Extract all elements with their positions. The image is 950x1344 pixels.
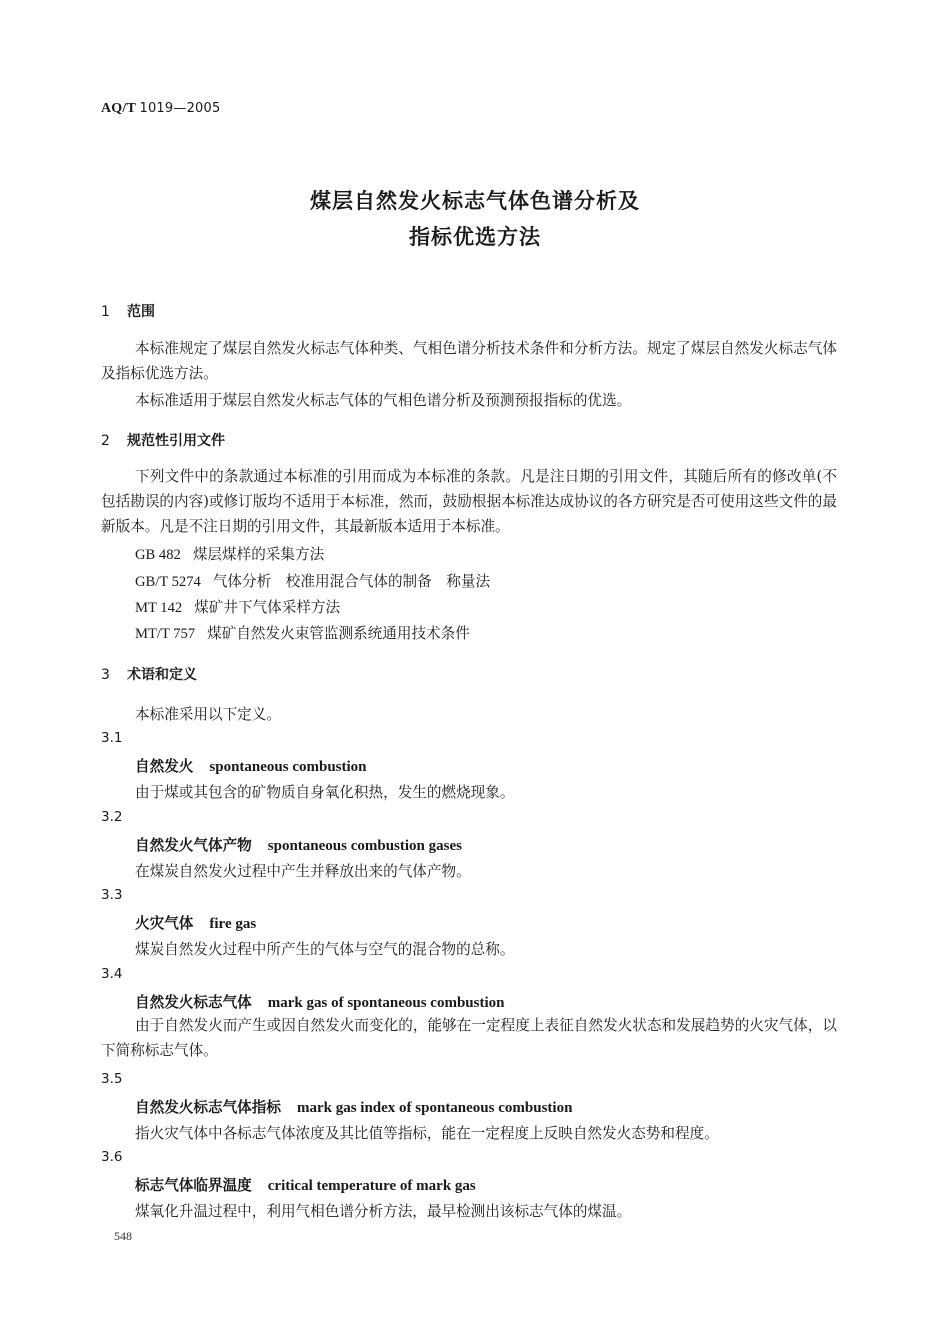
term-heading xyxy=(135,834,462,855)
page-number: 548 xyxy=(114,1229,132,1243)
term-zh: 自然发火标志气体指标 xyxy=(135,1099,281,1116)
reference-code: GB/T 5274 xyxy=(135,574,201,590)
term-en: mark gas index of spontaneous combustion xyxy=(296,1100,573,1116)
reference-title: 气体分析 校准用混合气体的制备 称量法 xyxy=(212,573,491,590)
term-heading xyxy=(135,991,504,1012)
section-heading-2 xyxy=(101,430,225,450)
term-en: fire gas xyxy=(209,916,257,932)
reference-item xyxy=(135,570,490,591)
document-title-line1: 煤层自然发火标志气体色谱分析及 xyxy=(310,189,640,213)
term-heading xyxy=(135,1174,476,1195)
standard-code-number: 1019—2005 xyxy=(139,101,221,116)
section-title: 术语和定义 xyxy=(127,667,197,683)
term-en: mark gas of spontaneous combustion xyxy=(267,995,505,1011)
term-zh: 自然发火 xyxy=(135,758,194,775)
clause-number: 3.6 xyxy=(101,1149,123,1165)
term-definition: 煤炭自然发火过程中所产生的气体与空气的混合物的总称。 xyxy=(135,941,515,958)
term-en: spontaneous combustion gases xyxy=(267,838,462,854)
document-title-line2: 指标优选方法 xyxy=(409,225,541,249)
term-zh: 标志气体临界温度 xyxy=(135,1177,252,1194)
section-number: 3 xyxy=(101,667,110,683)
section-number: 2 xyxy=(101,433,110,449)
paragraph: 下列文件中的条款通过本标准的引用而成为本标准的条款。凡是注日期的引用文件，其随后所有的修改单(不包括勘误的内容)或修订版均不适用于本标准，然而，鼓励根据本标准达成协议的各方研究是否可使用这些文件的最新版本。凡是不注日期的引用文件，其最新版本适用于本标准。 xyxy=(101,468,837,535)
standard-code xyxy=(101,101,220,117)
reference-title: 煤层煤样的采集方法 xyxy=(192,546,325,563)
term-heading xyxy=(135,912,256,933)
section-number: 1 xyxy=(101,304,110,320)
term-definition: 在煤炭自然发火过程中产生并释放出来的气体产物。 xyxy=(135,863,471,880)
term-definition: 由于煤或其包含的矿物质自身氧化积热，发生的燃烧现象。 xyxy=(135,784,515,801)
reference-code: GB 482 xyxy=(135,547,181,563)
clause-number: 3.4 xyxy=(101,966,123,982)
reference-item xyxy=(135,622,470,643)
standard-code-prefix: AQ/T xyxy=(101,101,136,116)
clause-number: 3.2 xyxy=(101,809,123,825)
clause-number: 3.5 xyxy=(101,1071,123,1087)
reference-title: 煤矿自然发火束管监测系统通用技术条件 xyxy=(207,625,470,642)
reference-title: 煤矿井下气体采样方法 xyxy=(194,599,341,616)
term-en: spontaneous combustion xyxy=(209,759,367,775)
reference-item xyxy=(135,596,340,617)
paragraph: 本标准适用于煤层自然发火标志气体的气相色谱分析及预测预报指标的优选。 xyxy=(135,392,632,409)
term-heading xyxy=(135,755,367,776)
section-title: 范围 xyxy=(127,304,155,320)
term-definition: 由于自然发火而产生或因自然发火而变化的，能够在一定程度上表征自然发火状态和发展趋势的火灾气体，以下简称标志气体。 xyxy=(101,1017,837,1059)
section-heading-3 xyxy=(101,664,197,684)
term-heading xyxy=(135,1096,572,1117)
reference-item xyxy=(135,543,324,564)
clause-number: 3.3 xyxy=(101,887,123,903)
term-en: critical temperature of mark gas xyxy=(267,1178,476,1194)
clause-number: 3.1 xyxy=(101,730,123,746)
term-zh: 自然发火气体产物 xyxy=(135,837,252,854)
term-definition: 指火灾气体中各标志气体浓度及其比值等指标，能在一定程度上反映自然发火态势和程度。 xyxy=(135,1125,719,1142)
section-title: 规范性引用文件 xyxy=(127,433,225,449)
reference-code: MT 142 xyxy=(135,600,183,616)
section-heading-1 xyxy=(101,301,155,321)
term-zh: 火灾气体 xyxy=(135,915,194,932)
reference-code: MT/T 757 xyxy=(135,626,196,642)
term-zh: 自然发火标志气体 xyxy=(135,994,252,1011)
section-intro: 本标准采用以下定义。 xyxy=(135,706,281,723)
term-definition: 煤氧化升温过程中，利用气相色谱分析方法，最早检测出该标志气体的煤温。 xyxy=(135,1203,632,1220)
paragraph: 本标准规定了煤层自然发火标志气体种类、气相色谱分析技术条件和分析方法。规定了煤层自然发火标志气体及指标优选方法。 xyxy=(101,340,837,382)
